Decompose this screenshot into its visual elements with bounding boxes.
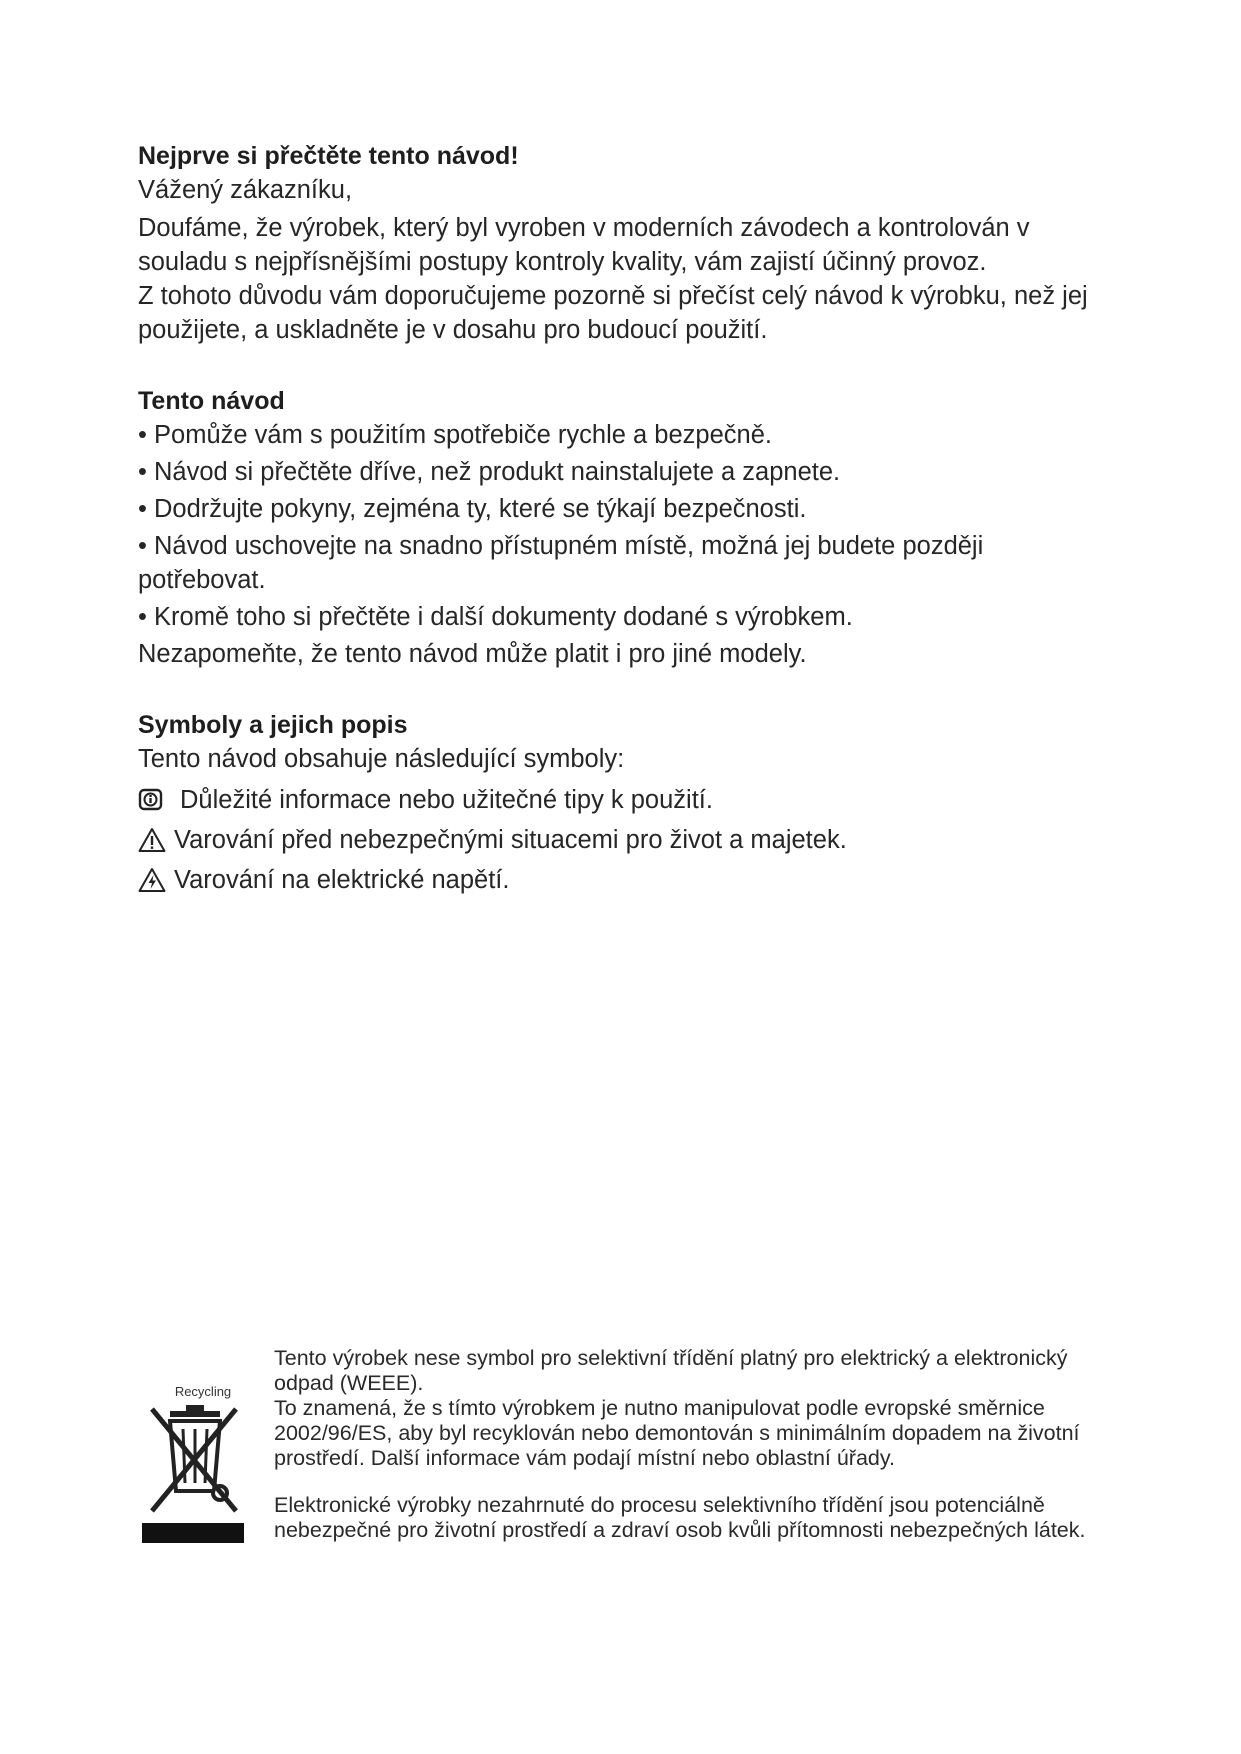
greeting: Vážený zákazníku, [138, 176, 353, 204]
weee-paragraph-1a: Tento výrobek nese symbol pro selektivní třídění platný pro elektrický a elektronický odpad (WEEE). [274, 1346, 1068, 1395]
symbol-row-warning [138, 822, 1098, 858]
info-icon [138, 787, 164, 813]
symbol-text: Důležité informace nebo užitečné tipy k použití. [180, 786, 713, 814]
document-body [138, 140, 1098, 902]
weee-paragraph-2: Elektronické výrobky nezahrnuté do procesu selektivního třídění jsou potenciálně nebezpečné pro životní prostředí a zdraví osob kvůli přítomnosti nebezpečných látek. [274, 1493, 1086, 1542]
weee-paragraph-1b: To znamená, že s tímto výrobkem je nutno manipulovat podle evropské směrnice 2002/96/ES, aby byl recyklován nebo demontován s minimálním dopadem na životní prostředí. Další informace vám podají místní nebo oblastní úřady. [274, 1396, 1080, 1470]
recycling-block [138, 1384, 252, 1548]
warning-icon [138, 827, 166, 853]
symbol-text: Varování na elektrické napětí. [174, 866, 510, 894]
list-item: • Pomůže vám s použitím spotřebiče rychle a bezpečně. [138, 421, 772, 449]
manual-section [138, 385, 1098, 671]
warning-icon [138, 867, 166, 893]
intro-title: Nejprve si přečtěte tento návod! [138, 142, 519, 170]
crossed-bin-icon [138, 1399, 248, 1543]
symbols-section [138, 709, 1098, 898]
list-item: • Návod si přečtěte dříve, než produkt nainstalujete a zapnete. [138, 458, 841, 486]
intro-paragraph-2: Z tohoto důvodu vám doporučujeme pozorně si přečíst celý návod k výrobku, než jej použijete, a uskladněte je v dosahu pro budoucí použití. [138, 282, 1088, 344]
manual-note: Nezapomeňte, že tento návod může platit i pro jiné modely. [138, 640, 807, 668]
list-item: • Návod uschovejte na snadno přístupném místě, možná jej budete později potřebovat. [138, 532, 984, 594]
recycling-label: Recycling [174, 1384, 232, 1399]
symbols-intro: Tento návod obsahuje následující symboly: [138, 745, 625, 773]
list-item: • Kromě toho si přečtěte i další dokumenty dodané s výrobkem. [138, 603, 853, 631]
symbol-row-info [138, 782, 1098, 818]
intro-paragraph-1: Doufáme, že výrobek, který byl vyroben v moderních závodech a kontrolován v souladu s nejpřísnějšími postupy kontroly kvality, vám zajistí účinný provoz. [138, 214, 1030, 276]
symbols-title: Symboly a jejich popis [138, 711, 408, 739]
symbol-row-voltage [138, 862, 1098, 898]
list-item: • Dodržujte pokyny, zejména ty, které se týkají bezpečnosti. [138, 495, 807, 523]
symbol-text: Varování před nebezpečnými situacemi pro život a majetek. [174, 826, 847, 854]
manual-title: Tento návod [138, 387, 285, 415]
weee-text [274, 1346, 1104, 1543]
